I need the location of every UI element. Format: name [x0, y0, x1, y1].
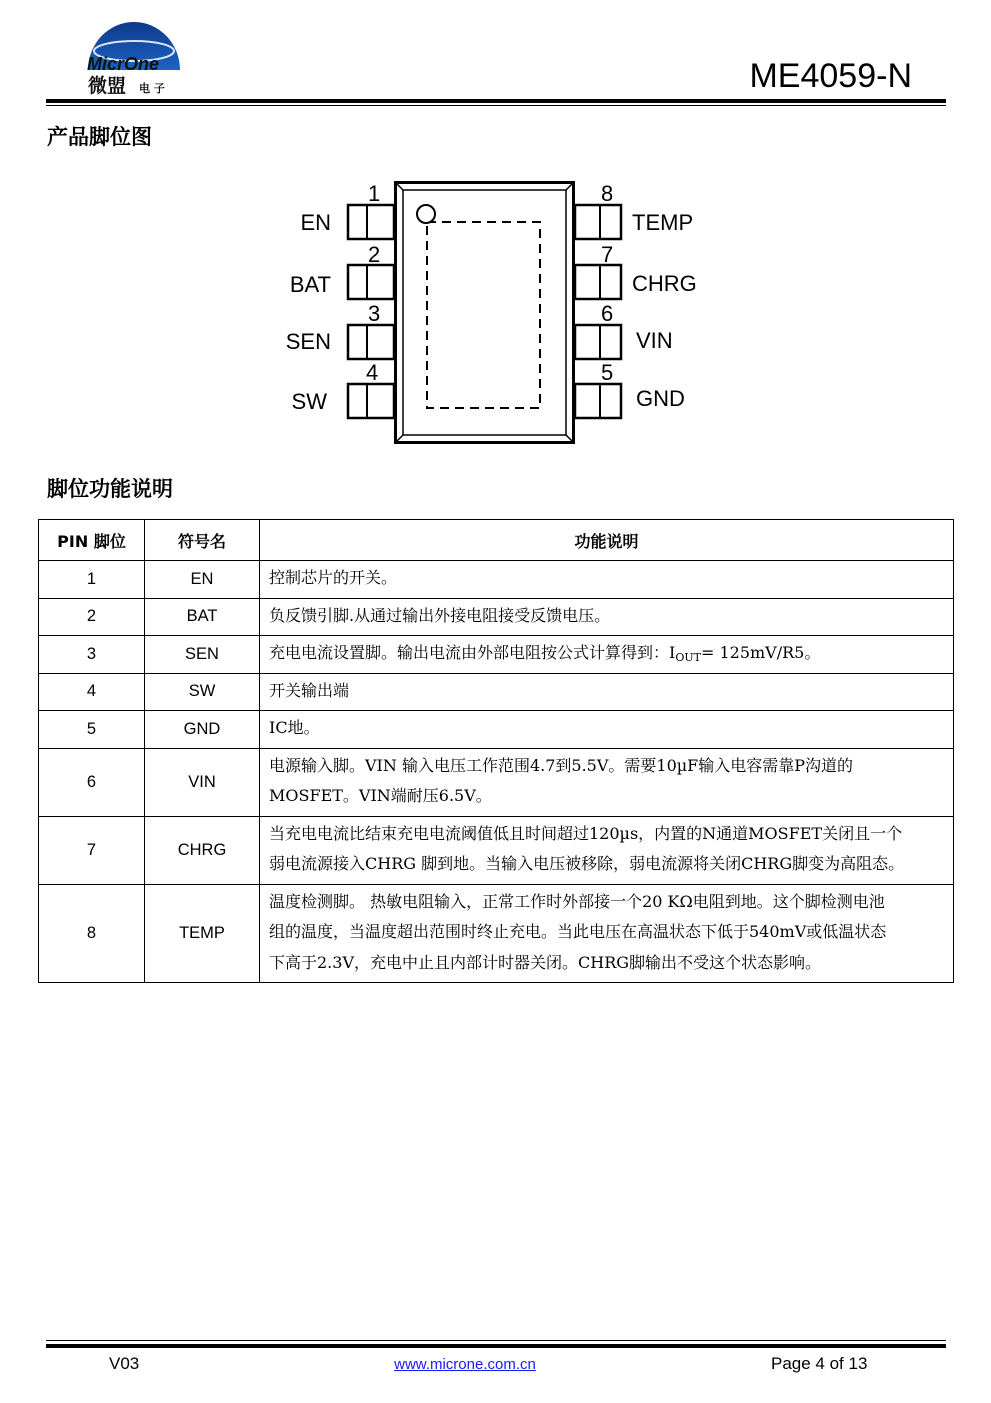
table-row [39, 673, 954, 711]
table-row [39, 561, 954, 599]
pin-2 [290, 242, 394, 299]
pin-name: GND [636, 386, 685, 411]
table-row [39, 711, 954, 749]
pin-name: BAT [289, 272, 331, 297]
footer-version: V03 [109, 1354, 140, 1373]
cell-desc [260, 636, 954, 674]
cell-pin: 1 [39, 561, 145, 599]
header-function: 功能说明 [260, 520, 954, 561]
pin-7 [575, 242, 697, 299]
table-row [39, 598, 954, 636]
document-title: ME4059-N [749, 57, 912, 95]
cell-pin: 3 [39, 636, 145, 674]
pin-number: 1 [368, 181, 381, 206]
cell-symbol: EN [145, 561, 260, 599]
pin-name: VIN [636, 328, 673, 353]
cell-desc [260, 884, 954, 983]
pin-number: 8 [601, 181, 614, 206]
pin-name: SEN [285, 329, 331, 354]
cell-pin: 6 [39, 748, 145, 816]
cell-symbol: SW [145, 673, 260, 711]
footer-page-number: Page 4 of 13 [771, 1354, 868, 1373]
pin-3 [286, 301, 394, 359]
cell-symbol: GND [145, 711, 260, 749]
pin-1 [300, 181, 394, 239]
pin-number: 5 [601, 360, 614, 385]
desc-line: 下高于2.3V，充电中止且内部计时器关闭。CHRG脚输出不受这个状态影响。 [269, 952, 822, 972]
header-symbol: 符号名 [145, 520, 260, 561]
cell-desc [260, 816, 954, 884]
cell-desc: IC地。 [260, 711, 954, 749]
desc-line: 当充电电流比结束充电电流阈值低且时间超过120µs，内置的N通道MOSFET关闭且一个 [269, 823, 903, 843]
footer-rule-thin [46, 1340, 946, 1341]
pin-name: CHRG [632, 271, 697, 296]
table-row [39, 816, 954, 884]
cell-pin: 7 [39, 816, 145, 884]
pin-number: 6 [601, 301, 614, 326]
desc-subscript: OUT [675, 651, 701, 664]
section-title-pin-description: 脚位功能说明 [47, 477, 173, 501]
pin-number: 4 [366, 360, 379, 385]
desc-text: 充电电流设置脚。输出电流由外部电阻按公式计算得到：I [269, 643, 676, 662]
logo-text-cn: 微盟 [88, 75, 127, 97]
pin-number: 2 [368, 242, 381, 267]
footer-website-link[interactable]: www.microne.com.cn [394, 1356, 536, 1373]
pin-name: EN [300, 210, 331, 235]
footer-rule [46, 1344, 946, 1348]
pin-name: SW [291, 389, 327, 414]
die-outline [427, 222, 540, 408]
desc-text: = 125mV/R5。 [700, 643, 821, 662]
header-rule-thin [46, 105, 946, 106]
cell-pin: 5 [39, 711, 145, 749]
pin-number: 3 [368, 301, 381, 326]
desc-line: 温度检测脚。 热敏电阻输入，正常工作时外部接一个20 KΩ电阻到地。这个脚检测电池 [269, 891, 885, 911]
cell-symbol: SEN [145, 636, 260, 674]
pin-number: 7 [601, 242, 614, 267]
cell-desc [260, 748, 954, 816]
cell-desc: 开关输出端 [260, 673, 954, 711]
pin-4 [292, 360, 394, 418]
cell-desc: 负反馈引脚.从通过输出外接电阻接受反馈电压。 [260, 598, 954, 636]
desc-line: 电源输入脚。VIN 输入电压工作范围4.7到5.5V。需要10µF输入电容需靠P沟道的 [269, 755, 854, 775]
logo-text-en: MicrOne [87, 54, 160, 74]
header-pin: PIN 脚位 [39, 520, 145, 561]
table-header-row [39, 520, 954, 561]
desc-line: 弱电流源接入CHRG 脚到地。当输入电压被移除，弱电流源将关闭CHRG脚变为高阻态。 [269, 854, 905, 873]
cell-symbol: VIN [145, 748, 260, 816]
cell-symbol: CHRG [145, 816, 260, 884]
section-title-pin-diagram: 产品脚位图 [47, 125, 152, 149]
pin-description-table [38, 519, 954, 983]
pin-6 [575, 301, 673, 359]
pin-5 [575, 360, 685, 418]
cell-symbol: TEMP [145, 884, 260, 983]
cell-pin: 4 [39, 673, 145, 711]
pin-diagram [270, 170, 730, 450]
cell-symbol: BAT [145, 598, 260, 636]
pin-8 [575, 181, 693, 239]
table-row [39, 884, 954, 983]
table-row [39, 748, 954, 816]
cell-pin: 8 [39, 884, 145, 983]
logo-text-cn-small: 电 子 [139, 82, 165, 95]
header-rule [46, 99, 946, 103]
desc-line: MOSFET。VIN端耐压6.5V。 [269, 786, 492, 805]
cell-desc: 控制芯片的开关。 [260, 561, 954, 599]
cell-pin: 2 [39, 598, 145, 636]
table-row [39, 636, 954, 674]
pin1-marker [417, 205, 435, 223]
pin-name: TEMP [632, 210, 694, 235]
desc-line: 组的温度，当温度超出范围时终止充电。当此电压在高温状态下低于540mV或低温状态 [269, 922, 887, 941]
